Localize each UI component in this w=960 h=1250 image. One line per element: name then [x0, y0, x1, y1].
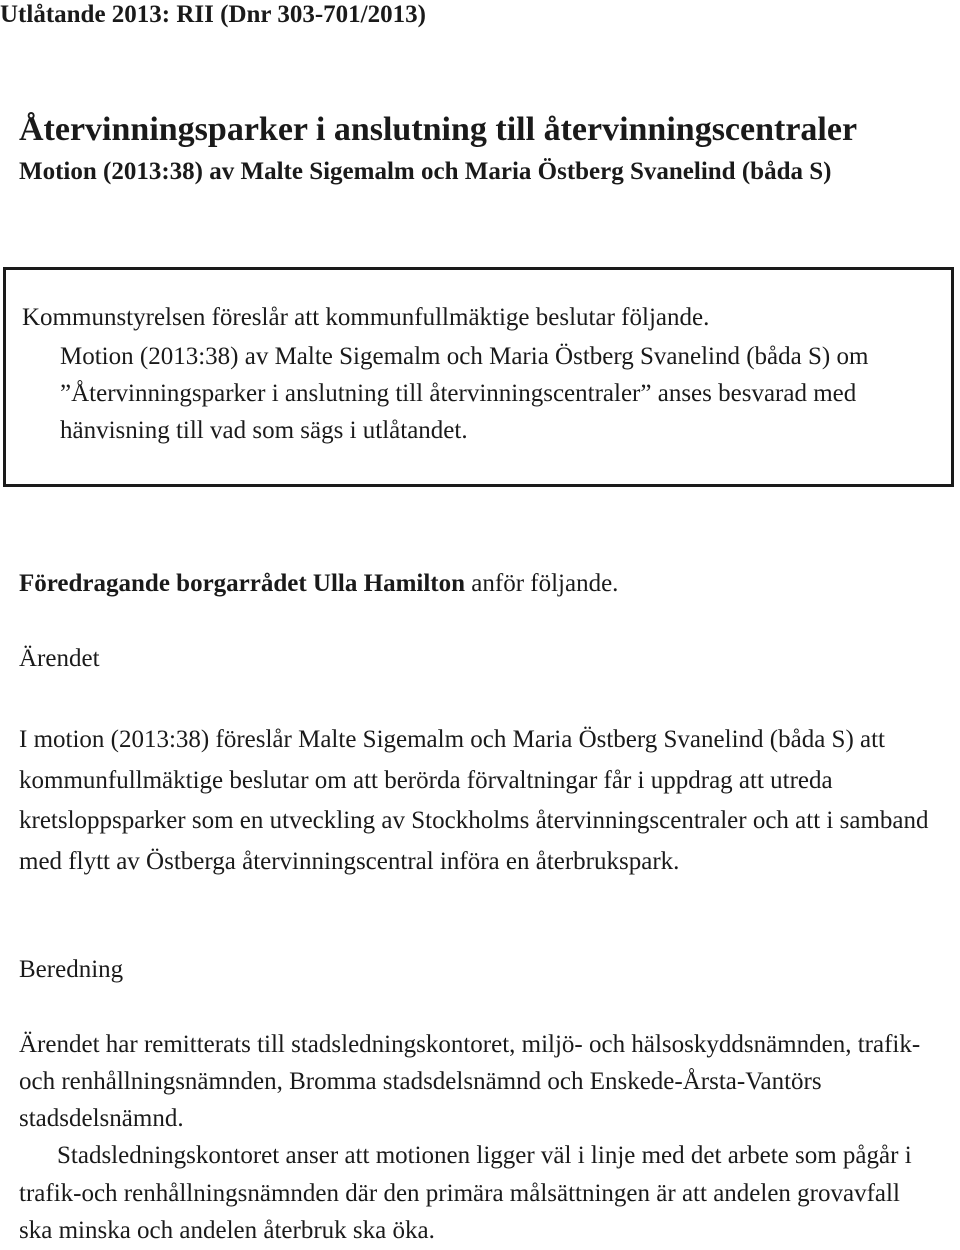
section-heading-beredning: Beredning	[19, 956, 124, 983]
presenter-name: Föredragande borgarrådet Ulla Hamilton	[19, 570, 466, 597]
arendet-paragraph: I motion (2013:38) föreslår Malte Sigemalm och Maria Östberg Svanelind (båda S) att kommunfullmäktige beslutar om att berörda förvaltningar får i uppdrag att utreda kretsloppsparker som en utveckling av Stockholms återvinningscentraler och att i samband med flytt av Östberga återvinningscentral införa en återbrukspark.	[19, 726, 929, 875]
proposal-box	[3, 267, 954, 487]
presenter-line	[19, 566, 618, 602]
beredning-paragraph-1: Ärendet har remitterats till stadsledningskontoret, miljö- och hälsoskyddsnämnden, trafik- och renhållningsnämnden, Bromma stadsdelsnämnd och Enskede-Årsta-Vantörs stadsdelsnämnd.	[19, 1031, 921, 1132]
section-heading-arendet: Ärendet	[19, 645, 100, 672]
presenter-suffix: anför följande.	[465, 570, 619, 597]
proposal-decision: Motion (2013:38) av Malte Sigemalm och Maria Östberg Svanelind (båda S) om ”Återvinningsparker i anslutning till återvinningscentraler” anses besvarad med hänvisning till vad som sägs i utlåtandet.	[60, 343, 869, 444]
document-header: Utlåtande 2013: RII (Dnr 303-701/2013)	[0, 1, 426, 28]
beredning-paragraph-2: Stadsledningskontoret anser att motionen ligger väl i linje med det arbete som pågår i trafik-och renhållningsnämnden där den primära målsättningen är att andelen grovavfall ska minska och andelen återbruk ska öka.	[19, 1142, 912, 1244]
proposal-intro: Kommunstyrelsen föreslår att kommunfullmäktige beslutar följande.	[22, 304, 710, 331]
document-title: Återvinningsparker i anslutning till återvinningscentraler	[19, 111, 858, 148]
document-subtitle: Motion (2013:38) av Malte Sigemalm och Maria Östberg Svanelind (båda S)	[19, 158, 832, 185]
